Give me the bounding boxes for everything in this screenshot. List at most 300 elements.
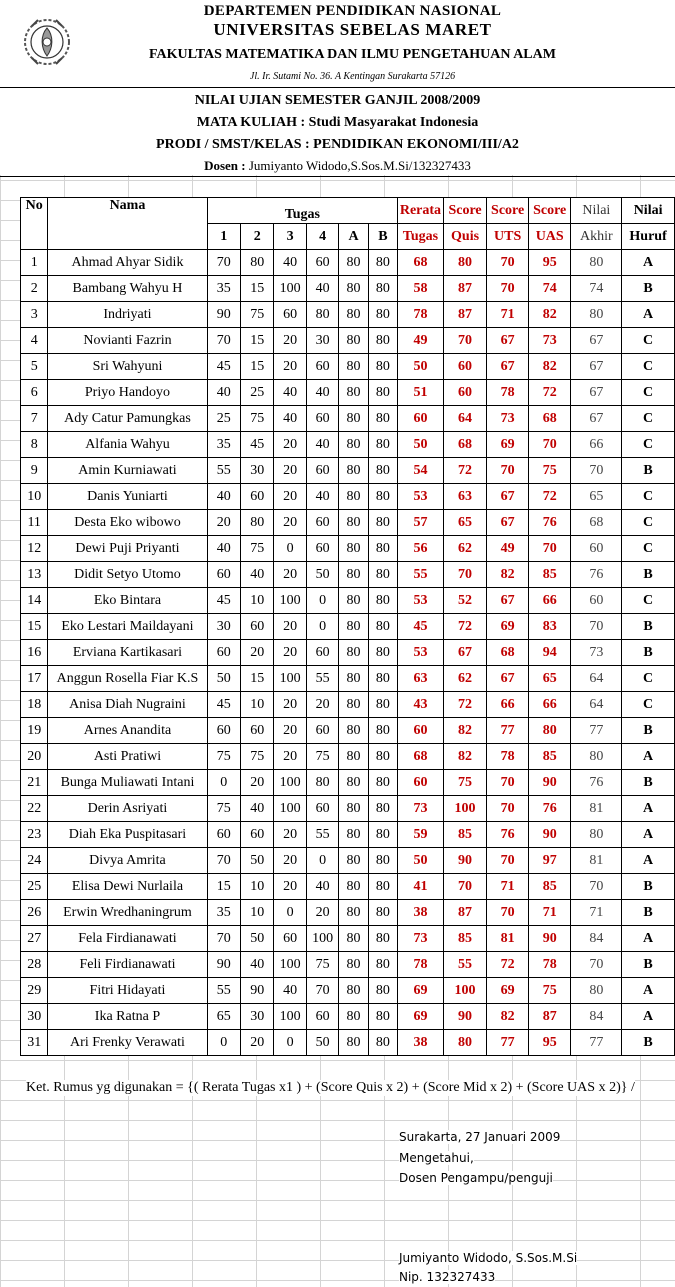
course-name: MATA KULIAH : Studi Masyarakat Indonesia <box>196 115 479 130</box>
cell-score-uas: 76 <box>528 796 571 822</box>
cell-tugas-b: 80 <box>368 1030 397 1056</box>
cell-tugas-2: 40 <box>241 952 274 978</box>
cell-score-uas: 76 <box>528 510 571 536</box>
cell-tugas-b: 80 <box>368 744 397 770</box>
cell-score-uts: 70 <box>487 796 529 822</box>
cell-score-quis: 90 <box>443 1004 487 1030</box>
cell-tugas-b: 80 <box>368 276 397 302</box>
cell-tugas-2: 25 <box>241 380 274 406</box>
table-row <box>21 458 675 484</box>
cell-tugas-1: 30 <box>207 614 240 640</box>
cell-nilai-akhir: 68 <box>571 510 622 536</box>
grades-body <box>21 250 675 1056</box>
cell-tugas-2: 10 <box>241 588 274 614</box>
cell-score-quis: 72 <box>443 458 487 484</box>
signature-role: Dosen Pengampu/penguji <box>399 1171 553 1185</box>
cell-tugas-4: 60 <box>306 536 338 562</box>
cell-score-uts: 67 <box>487 354 529 380</box>
cell-tugas-1: 60 <box>207 822 240 848</box>
cell-tugas-4: 60 <box>306 406 338 432</box>
cell-score-quis: 64 <box>443 406 487 432</box>
cell-score-uts: 78 <box>487 744 529 770</box>
cell-score-uts: 70 <box>487 276 529 302</box>
cell-tugas-a: 80 <box>339 874 368 900</box>
cell-nama: Ika Ratna P <box>48 1004 207 1030</box>
cell-tugas-a: 80 <box>339 614 368 640</box>
cell-nama: Didit Setyo Utomo <box>48 562 207 588</box>
cell-score-quis: 60 <box>443 354 487 380</box>
cell-no: 7 <box>21 406 48 432</box>
signature-place-date: Surakarta, 27 Januari 2009 <box>399 1130 561 1144</box>
cell-no: 2 <box>21 276 48 302</box>
table-row <box>21 796 675 822</box>
cell-tugas-1: 70 <box>207 250 240 276</box>
cell-nama: Desta Eko wibowo <box>48 510 207 536</box>
cell-tugas-1: 15 <box>207 874 240 900</box>
cell-tugas-a: 80 <box>339 666 368 692</box>
cell-tugas-2: 10 <box>241 874 274 900</box>
header-tugas-1: 1 <box>207 224 240 250</box>
cell-tugas-4: 80 <box>306 770 338 796</box>
cell-nama: Bambang Wahyu H <box>48 276 207 302</box>
cell-tugas-4: 60 <box>306 250 338 276</box>
cell-tugas-3: 60 <box>274 926 306 952</box>
cell-nama: Danis Yuniarti <box>48 484 207 510</box>
cell-tugas-4: 75 <box>306 952 338 978</box>
cell-score-uts: 69 <box>487 978 529 1004</box>
cell-tugas-b: 80 <box>368 640 397 666</box>
cell-no: 15 <box>21 614 48 640</box>
cell-tugas-b: 80 <box>368 536 397 562</box>
cell-rerata-tugas: 63 <box>398 666 444 692</box>
cell-nama: Ahmad Ahyar Sidik <box>48 250 207 276</box>
cell-score-uas: 74 <box>528 276 571 302</box>
header-uas-2: UAS <box>528 224 571 250</box>
cell-score-uas: 90 <box>528 822 571 848</box>
header-rerata-1: Rerata <box>398 198 444 224</box>
cell-tugas-1: 60 <box>207 640 240 666</box>
cell-tugas-4: 60 <box>306 458 338 484</box>
cell-score-uts: 77 <box>487 718 529 744</box>
cell-tugas-4: 60 <box>306 796 338 822</box>
cell-score-quis: 70 <box>443 874 487 900</box>
cell-rerata-tugas: 53 <box>398 640 444 666</box>
table-row <box>21 536 675 562</box>
cell-no: 21 <box>21 770 48 796</box>
cell-score-uts: 67 <box>487 510 529 536</box>
cell-tugas-a: 80 <box>339 536 368 562</box>
cell-tugas-2: 75 <box>241 744 274 770</box>
cell-score-uts: 70 <box>487 770 529 796</box>
cell-nilai-huruf: C <box>622 666 675 692</box>
cell-nilai-akhir: 84 <box>571 926 622 952</box>
signature-mengetahui: Mengetahui, <box>399 1151 474 1165</box>
cell-tugas-2: 50 <box>241 926 274 952</box>
cell-tugas-b: 80 <box>368 822 397 848</box>
cell-score-uas: 95 <box>528 1030 571 1056</box>
cell-tugas-2: 75 <box>241 302 274 328</box>
cell-nilai-huruf: C <box>622 354 675 380</box>
cell-score-uas: 70 <box>528 536 571 562</box>
cell-score-uts: 71 <box>487 874 529 900</box>
header-uts-1: Score <box>487 198 529 224</box>
cell-nilai-akhir: 70 <box>571 614 622 640</box>
cell-tugas-1: 50 <box>207 666 240 692</box>
cell-tugas-2: 20 <box>241 640 274 666</box>
cell-score-quis: 87 <box>443 276 487 302</box>
header-tugas-3: 3 <box>274 224 306 250</box>
cell-tugas-2: 15 <box>241 328 274 354</box>
cell-tugas-1: 40 <box>207 536 240 562</box>
cell-tugas-4: 100 <box>306 926 338 952</box>
cell-tugas-3: 100 <box>274 796 306 822</box>
cell-nilai-huruf: A <box>622 1004 675 1030</box>
cell-nilai-akhir: 81 <box>571 848 622 874</box>
cell-tugas-b: 80 <box>368 302 397 328</box>
cell-tugas-b: 80 <box>368 770 397 796</box>
cell-no: 29 <box>21 978 48 1004</box>
cell-nama: Sri Wahyuni <box>48 354 207 380</box>
header-tugas: Tugas <box>207 198 398 224</box>
cell-tugas-1: 40 <box>207 380 240 406</box>
header-tugas-b: B <box>368 224 397 250</box>
cell-nama: Fitri Hidayati <box>48 978 207 1004</box>
cell-rerata-tugas: 73 <box>398 796 444 822</box>
cell-tugas-2: 75 <box>241 536 274 562</box>
cell-tugas-b: 80 <box>368 666 397 692</box>
cell-tugas-b: 80 <box>368 484 397 510</box>
cell-tugas-2: 40 <box>241 562 274 588</box>
cell-no: 13 <box>21 562 48 588</box>
cell-no: 22 <box>21 796 48 822</box>
cell-tugas-b: 80 <box>368 692 397 718</box>
cell-tugas-a: 80 <box>339 432 368 458</box>
cell-no: 14 <box>21 588 48 614</box>
cell-tugas-3: 100 <box>274 666 306 692</box>
cell-tugas-4: 40 <box>306 874 338 900</box>
cell-rerata-tugas: 45 <box>398 614 444 640</box>
cell-score-uts: 71 <box>487 302 529 328</box>
cell-tugas-b: 80 <box>368 354 397 380</box>
header-tugas-a: A <box>339 224 368 250</box>
cell-nama: Novianti Fazrin <box>48 328 207 354</box>
cell-score-uas: 90 <box>528 770 571 796</box>
cell-nilai-akhir: 80 <box>571 822 622 848</box>
table-row <box>21 718 675 744</box>
cell-rerata-tugas: 68 <box>398 744 444 770</box>
cell-nilai-huruf: B <box>622 640 675 666</box>
table-row <box>21 1004 675 1030</box>
cell-tugas-1: 45 <box>207 354 240 380</box>
cell-score-quis: 68 <box>443 432 487 458</box>
cell-tugas-b: 80 <box>368 978 397 1004</box>
cell-tugas-1: 45 <box>207 692 240 718</box>
cell-tugas-a: 80 <box>339 250 368 276</box>
cell-tugas-1: 35 <box>207 900 240 926</box>
cell-score-uts: 69 <box>487 432 529 458</box>
header-divider-top <box>0 87 675 88</box>
cell-score-uas: 83 <box>528 614 571 640</box>
cell-nama: Anisa Diah Nugraini <box>48 692 207 718</box>
cell-tugas-1: 45 <box>207 588 240 614</box>
cell-tugas-2: 20 <box>241 1030 274 1056</box>
cell-nilai-huruf: C <box>622 406 675 432</box>
cell-rerata-tugas: 60 <box>398 406 444 432</box>
cell-nama: Fela Firdianawati <box>48 926 207 952</box>
table-row <box>21 276 675 302</box>
cell-tugas-2: 60 <box>241 822 274 848</box>
cell-no: 19 <box>21 718 48 744</box>
cell-score-uts: 67 <box>487 666 529 692</box>
cell-tugas-3: 20 <box>274 484 306 510</box>
cell-tugas-3: 100 <box>274 588 306 614</box>
cell-tugas-4: 0 <box>306 614 338 640</box>
header-rerata-2: Tugas <box>398 224 444 250</box>
header-huruf-1: Nilai <box>622 198 675 224</box>
cell-nama: Arnes Anandita <box>48 718 207 744</box>
cell-nilai-huruf: C <box>622 484 675 510</box>
cell-tugas-2: 10 <box>241 900 274 926</box>
cell-nilai-akhir: 70 <box>571 458 622 484</box>
cell-tugas-1: 55 <box>207 458 240 484</box>
cell-tugas-a: 80 <box>339 328 368 354</box>
table-row <box>21 770 675 796</box>
cell-score-uts: 82 <box>487 1004 529 1030</box>
cell-rerata-tugas: 73 <box>398 926 444 952</box>
cell-score-uas: 85 <box>528 562 571 588</box>
cell-no: 3 <box>21 302 48 328</box>
cell-tugas-a: 80 <box>339 562 368 588</box>
table-row <box>21 484 675 510</box>
cell-score-quis: 80 <box>443 1030 487 1056</box>
cell-nilai-huruf: B <box>622 1030 675 1056</box>
cell-score-quis: 87 <box>443 302 487 328</box>
department-name: DEPARTEMEN PENDIDIKAN NASIONAL <box>203 3 502 19</box>
cell-rerata-tugas: 68 <box>398 250 444 276</box>
cell-tugas-1: 90 <box>207 302 240 328</box>
cell-tugas-3: 0 <box>274 1030 306 1056</box>
cell-nilai-huruf: B <box>622 276 675 302</box>
cell-tugas-4: 20 <box>306 692 338 718</box>
cell-score-uas: 78 <box>528 952 571 978</box>
cell-nama: Asti Pratiwi <box>48 744 207 770</box>
cell-tugas-a: 80 <box>339 978 368 1004</box>
cell-tugas-3: 100 <box>274 276 306 302</box>
cell-score-quis: 87 <box>443 900 487 926</box>
cell-score-uts: 66 <box>487 692 529 718</box>
cell-rerata-tugas: 50 <box>398 432 444 458</box>
table-row <box>21 640 675 666</box>
cell-score-quis: 67 <box>443 640 487 666</box>
cell-tugas-b: 80 <box>368 432 397 458</box>
cell-tugas-4: 30 <box>306 328 338 354</box>
cell-no: 20 <box>21 744 48 770</box>
cell-tugas-b: 80 <box>368 718 397 744</box>
cell-nilai-akhir: 76 <box>571 562 622 588</box>
cell-nilai-akhir: 80 <box>571 978 622 1004</box>
cell-score-quis: 60 <box>443 380 487 406</box>
cell-rerata-tugas: 54 <box>398 458 444 484</box>
cell-tugas-2: 60 <box>241 614 274 640</box>
table-row <box>21 692 675 718</box>
cell-tugas-2: 60 <box>241 718 274 744</box>
cell-tugas-a: 80 <box>339 458 368 484</box>
cell-nilai-akhir: 80 <box>571 744 622 770</box>
cell-nama: Eko Lestari Maildayani <box>48 614 207 640</box>
cell-tugas-a: 80 <box>339 276 368 302</box>
cell-score-quis: 62 <box>443 536 487 562</box>
cell-score-uas: 94 <box>528 640 571 666</box>
header-huruf-2: Huruf <box>622 224 675 250</box>
cell-tugas-3: 40 <box>274 380 306 406</box>
cell-no: 23 <box>21 822 48 848</box>
cell-tugas-4: 60 <box>306 1004 338 1030</box>
cell-nilai-huruf: B <box>622 458 675 484</box>
header-akhir-1: Nilai <box>571 198 622 224</box>
table-row <box>21 666 675 692</box>
cell-no: 6 <box>21 380 48 406</box>
cell-rerata-tugas: 41 <box>398 874 444 900</box>
cell-tugas-4: 75 <box>306 744 338 770</box>
cell-rerata-tugas: 38 <box>398 1030 444 1056</box>
cell-nama: Anggun Rosella Fiar K.S <box>48 666 207 692</box>
cell-no: 31 <box>21 1030 48 1056</box>
cell-score-quis: 70 <box>443 562 487 588</box>
cell-nama: Dewi Puji Priyanti <box>48 536 207 562</box>
header-no: No <box>21 198 48 250</box>
university-name: UNIVERSITAS SEBELAS MARET <box>213 20 492 39</box>
cell-tugas-a: 80 <box>339 926 368 952</box>
cell-score-uas: 72 <box>528 484 571 510</box>
cell-score-uts: 67 <box>487 328 529 354</box>
cell-no: 12 <box>21 536 48 562</box>
cell-nilai-akhir: 65 <box>571 484 622 510</box>
cell-rerata-tugas: 43 <box>398 692 444 718</box>
cell-tugas-2: 30 <box>241 1004 274 1030</box>
cell-rerata-tugas: 69 <box>398 1004 444 1030</box>
cell-rerata-tugas: 53 <box>398 484 444 510</box>
cell-score-quis: 62 <box>443 666 487 692</box>
cell-tugas-1: 35 <box>207 276 240 302</box>
cell-nama: Derin Asriyati <box>48 796 207 822</box>
lecturer-value: Jumiyanto Widodo,S.Sos.M.Si/132327433 <box>248 158 471 173</box>
table-row <box>21 354 675 380</box>
cell-tugas-3: 20 <box>274 328 306 354</box>
cell-nilai-huruf: A <box>622 848 675 874</box>
cell-score-quis: 100 <box>443 796 487 822</box>
cell-tugas-4: 70 <box>306 978 338 1004</box>
cell-tugas-4: 40 <box>306 276 338 302</box>
cell-nilai-akhir: 66 <box>571 432 622 458</box>
cell-nilai-huruf: B <box>622 952 675 978</box>
signature-name: Jumiyanto Widodo, S.Sos.M.Si <box>399 1251 578 1265</box>
table-row <box>21 1030 675 1056</box>
cell-tugas-b: 80 <box>368 952 397 978</box>
cell-tugas-3: 40 <box>274 406 306 432</box>
cell-tugas-b: 80 <box>368 848 397 874</box>
header-uts-2: UTS <box>487 224 529 250</box>
cell-score-uas: 80 <box>528 718 571 744</box>
cell-tugas-a: 80 <box>339 510 368 536</box>
cell-score-quis: 55 <box>443 952 487 978</box>
cell-tugas-3: 100 <box>274 1004 306 1030</box>
cell-nilai-akhir: 80 <box>571 250 622 276</box>
cell-score-quis: 82 <box>443 718 487 744</box>
cell-tugas-1: 70 <box>207 926 240 952</box>
table-row <box>21 822 675 848</box>
header-nama: Nama <box>48 198 207 250</box>
table-row <box>21 380 675 406</box>
cell-nilai-huruf: C <box>622 692 675 718</box>
cell-tugas-1: 70 <box>207 328 240 354</box>
cell-nilai-akhir: 70 <box>571 952 622 978</box>
cell-tugas-2: 15 <box>241 666 274 692</box>
grades-table <box>20 197 675 1056</box>
cell-nilai-akhir: 80 <box>571 302 622 328</box>
signature-nip: Nip. 132327433 <box>399 1270 496 1284</box>
cell-rerata-tugas: 69 <box>398 978 444 1004</box>
cell-nilai-huruf: B <box>622 874 675 900</box>
cell-nilai-huruf: C <box>622 380 675 406</box>
cell-score-quis: 52 <box>443 588 487 614</box>
cell-nilai-huruf: B <box>622 770 675 796</box>
cell-no: 8 <box>21 432 48 458</box>
header-quis-1: Score <box>443 198 487 224</box>
cell-tugas-a: 80 <box>339 796 368 822</box>
cell-nilai-huruf: A <box>622 302 675 328</box>
cell-score-quis: 85 <box>443 926 487 952</box>
cell-tugas-3: 40 <box>274 978 306 1004</box>
cell-tugas-4: 55 <box>306 666 338 692</box>
cell-tugas-3: 0 <box>274 900 306 926</box>
cell-tugas-a: 80 <box>339 302 368 328</box>
cell-tugas-3: 20 <box>274 432 306 458</box>
cell-tugas-3: 100 <box>274 952 306 978</box>
cell-tugas-3: 20 <box>274 718 306 744</box>
table-row <box>21 952 675 978</box>
cell-score-uas: 75 <box>528 458 571 484</box>
cell-score-uts: 68 <box>487 640 529 666</box>
cell-nama: Indriyati <box>48 302 207 328</box>
cell-score-uts: 77 <box>487 1030 529 1056</box>
cell-tugas-a: 80 <box>339 744 368 770</box>
cell-nilai-akhir: 67 <box>571 380 622 406</box>
cell-tugas-3: 20 <box>274 822 306 848</box>
cell-nilai-akhir: 74 <box>571 276 622 302</box>
cell-no: 16 <box>21 640 48 666</box>
cell-tugas-3: 20 <box>274 458 306 484</box>
faculty-name: FAKULTAS MATEMATIKA DAN ILMU PENGETAHUAN ALAM <box>149 47 556 62</box>
cell-nilai-huruf: B <box>622 718 675 744</box>
cell-no: 1 <box>21 250 48 276</box>
cell-nilai-huruf: B <box>622 562 675 588</box>
cell-tugas-3: 20 <box>274 354 306 380</box>
cell-rerata-tugas: 60 <box>398 718 444 744</box>
cell-score-uts: 69 <box>487 614 529 640</box>
program-class: PRODI / SMST/KELAS : PENDIDIKAN EKONOMI/III/A2 <box>156 137 519 152</box>
cell-tugas-a: 80 <box>339 848 368 874</box>
cell-tugas-4: 80 <box>306 302 338 328</box>
cell-score-quis: 63 <box>443 484 487 510</box>
cell-score-uts: 78 <box>487 380 529 406</box>
cell-tugas-b: 80 <box>368 900 397 926</box>
cell-tugas-b: 80 <box>368 406 397 432</box>
cell-nilai-huruf: A <box>622 926 675 952</box>
cell-score-uas: 66 <box>528 588 571 614</box>
cell-tugas-1: 65 <box>207 1004 240 1030</box>
cell-rerata-tugas: 50 <box>398 848 444 874</box>
cell-score-quis: 100 <box>443 978 487 1004</box>
